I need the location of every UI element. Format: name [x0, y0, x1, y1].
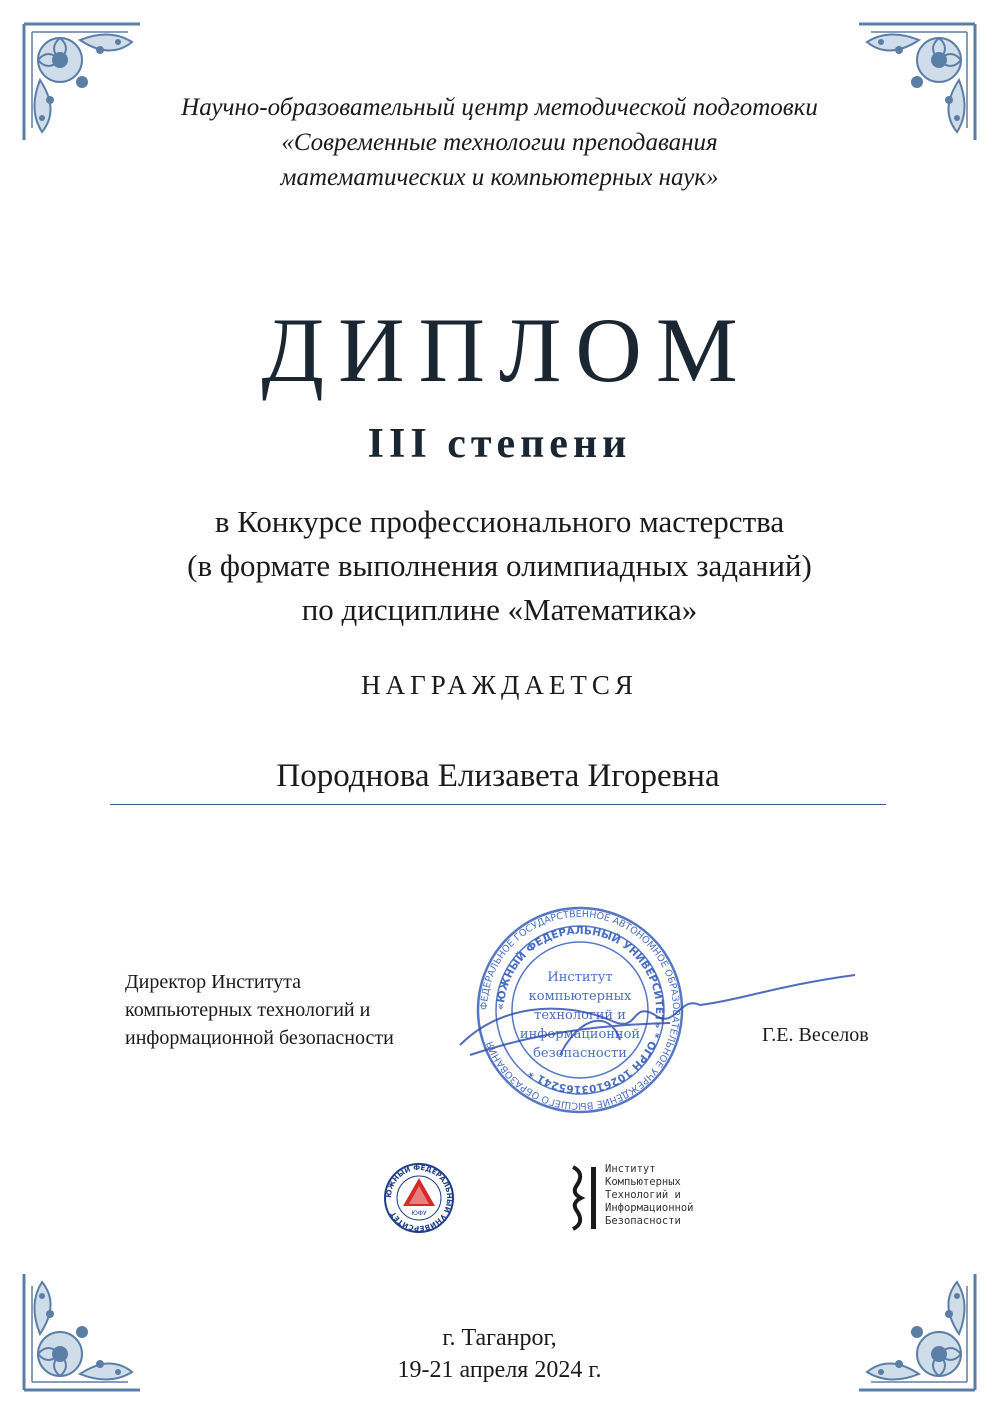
- sfedu-logo: [383, 1162, 455, 1234]
- ikt-line-3: Технологий и: [605, 1189, 681, 1201]
- svg-text:ЮЖНЫЙ ФЕДЕРАЛЬНЫЙ УНИВЕРСИТЕТ: ЮЖНЫЙ ФЕДЕРАЛЬНЫЙ УНИВЕРСИТЕТ: [384, 1163, 454, 1233]
- stamp-inner-3: технологий и: [534, 1008, 626, 1023]
- director-line-3: информационной безопасности: [125, 1027, 394, 1049]
- stamp-ring-text: «ЮЖНЫЙ ФЕДЕРАЛЬНЫЙ УНИВЕРСИТЕТ» * ОГРН 1026103165241 *: [494, 924, 666, 1096]
- svg-text:ЮФУ: ЮФУ: [411, 1210, 427, 1217]
- signer-name: Г.Е. Веселов: [762, 1024, 869, 1046]
- city: г. Таганрог,: [442, 1325, 557, 1351]
- awarded-label: НАГРАЖДАЕТСЯ: [361, 670, 638, 700]
- place-and-date: [0, 1322, 999, 1386]
- header-line-1: Научно-образовательный центр методической подготовки: [181, 94, 818, 121]
- diploma-title: ДИПЛОМ: [261, 299, 752, 401]
- ikt-line-1: Институт: [605, 1163, 656, 1175]
- director-position: [125, 968, 394, 1052]
- director-line-1: Директор Института: [125, 971, 301, 993]
- contest-line-3: по дисциплине «Математика»: [301, 592, 698, 627]
- header-line-3: математических и компьютерных наук»: [280, 164, 719, 191]
- contest-line-1: в Конкурсе профессионального мастерства: [214, 504, 785, 539]
- stamp-outer-text: ФЕДЕРАЛЬНОЕ ГОСУДАРСТВЕННОЕ АВТОНОМНОЕ ОБРАЗОВАТЕЛЬНОЕ УЧРЕЖДЕНИЕ ВЫСШЕГО ОБРАЗОВАНИЯ: [478, 908, 682, 1112]
- ikt-logo-mark: [567, 1163, 601, 1233]
- organizer-header: [0, 90, 999, 195]
- ikt-line-5: Безопасности: [605, 1215, 681, 1227]
- official-stamp-and-signature: [440, 905, 860, 1115]
- stamp-inner-4: информационной: [519, 1027, 641, 1042]
- stamp-inner-5: безопасности: [533, 1046, 627, 1061]
- stamp-inner-1: Институт: [547, 970, 613, 985]
- contest-line-2: (в формате выполнения олимпиадных заданий): [187, 548, 812, 583]
- director-line-2: компьютерных технологий и: [125, 999, 371, 1021]
- event-dates: 19-21 апреля 2024 г.: [397, 1357, 602, 1383]
- ikt-line-4: Информационной: [605, 1202, 694, 1214]
- recipient-name: Породнова Елизавета Игоревна: [110, 752, 886, 805]
- ikt-line-2: Компьютерных: [605, 1176, 681, 1188]
- ikt-logo-text: [605, 1163, 694, 1228]
- diploma-degree: III степени: [367, 421, 632, 467]
- header-line-2: «Современные технологии преподавания: [281, 129, 718, 156]
- contest-description: [0, 500, 999, 632]
- stamp-inner-2: компьютерных: [528, 989, 632, 1004]
